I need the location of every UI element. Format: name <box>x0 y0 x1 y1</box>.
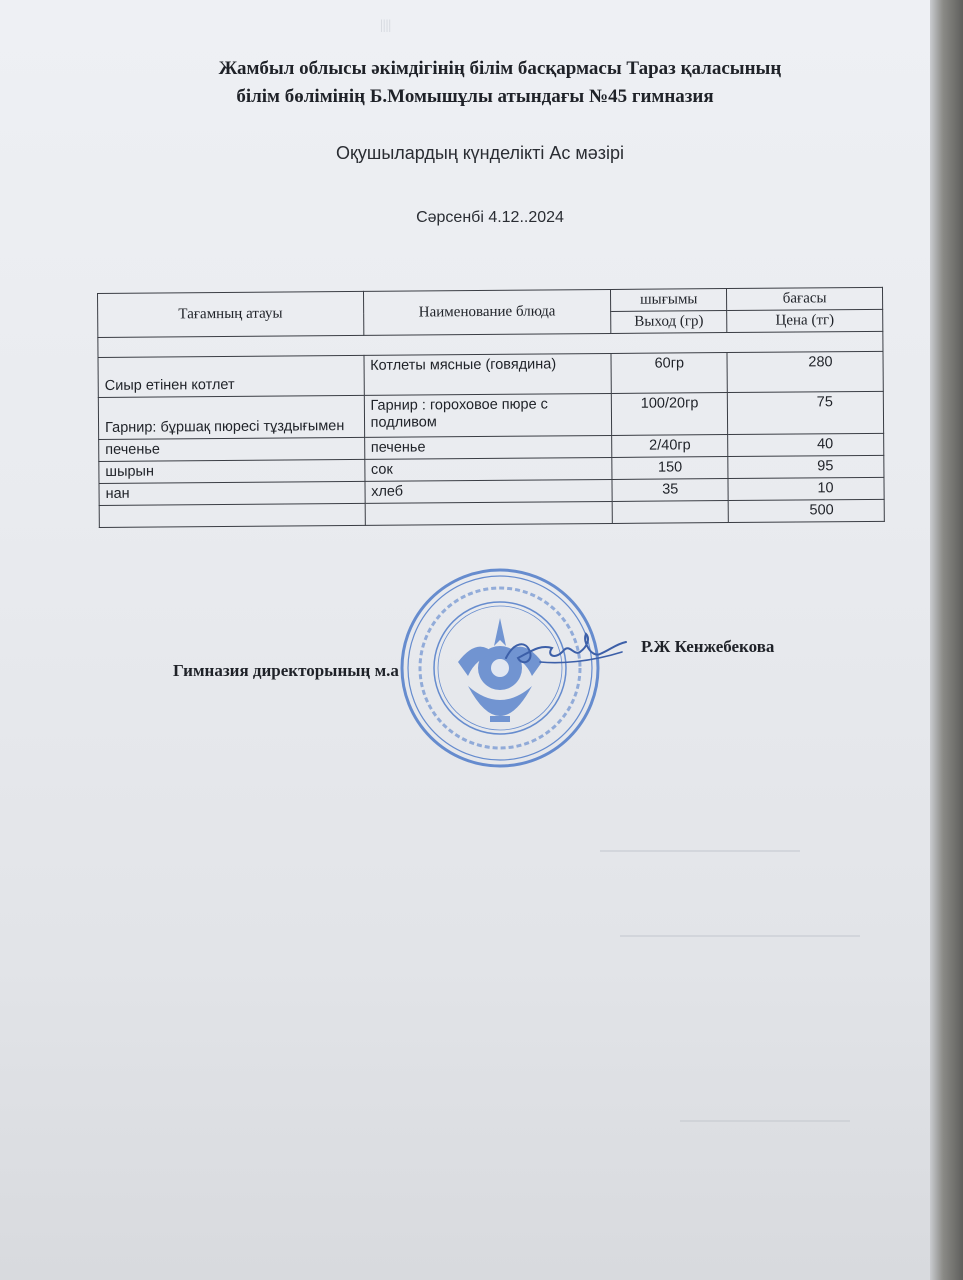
column-header-price-kz: бағасы <box>727 287 883 310</box>
dish-yield: 60гр <box>611 353 727 394</box>
dish-price: 95 <box>728 455 884 478</box>
dish-yield: 100/20гр <box>612 393 728 436</box>
dish-yield: 150 <box>612 457 728 480</box>
dish-price: 280 <box>727 351 883 392</box>
dish-name-kz: шырын <box>99 459 365 483</box>
bleed-through-mark <box>600 850 800 852</box>
dish-name-kz: Сиыр етінен котлет <box>98 355 364 397</box>
dish-yield: 35 <box>612 479 728 502</box>
dish-name-ru: сок <box>364 457 612 481</box>
column-header-yield-ru: Выход (гр) <box>611 311 727 334</box>
organization-title-line-1: Жамбыл облысы әкімдігінің білім басқармасы Тараз қаласының <box>218 58 782 79</box>
organization-title-line-2: білім бөлімінің Б.Момышұлы атындағы №45 гимназия <box>236 86 714 107</box>
dish-yield <box>612 501 728 524</box>
column-header-yield-kz: шығымы <box>611 289 727 312</box>
bleed-through-mark <box>620 935 860 937</box>
column-header-price-ru: Цена (тг) <box>727 309 883 332</box>
dish-price: 40 <box>728 433 884 456</box>
bleed-through-mark <box>680 1120 850 1122</box>
dish-name-kz <box>99 503 365 527</box>
dish-price: 10 <box>728 477 884 500</box>
director-name: Р.Ж Кенжебекова <box>641 637 775 656</box>
dish-name-ru: хлеб <box>365 479 613 503</box>
dish-price: 75 <box>727 391 883 434</box>
document-title: Оқушылардың күнделікті Ас мәзірі <box>336 143 624 163</box>
dish-name-ru: Гарнир : гороховое пюре с подливом <box>364 393 612 437</box>
dish-name-kz: печенье <box>99 437 365 461</box>
menu-date: Сәрсенбі 4.12..2024 <box>416 209 564 226</box>
dish-name-kz: Гарнир: бұршақ пюресі тұздығымен <box>98 395 364 439</box>
dish-name-ru: Котлеты мясные (говядина) <box>364 353 612 395</box>
table-row <box>98 351 883 397</box>
column-header-name-ru: Наименование блюда <box>363 289 611 335</box>
dish-name-ru <box>365 501 613 525</box>
dish-name-kz: нан <box>99 481 365 505</box>
director-position: Гимназия директорының м.а <box>173 661 399 680</box>
table-row <box>98 391 883 439</box>
handwritten-signature-icon <box>500 622 630 674</box>
menu-table <box>97 287 885 528</box>
bleed-through-mark: |||| <box>380 18 392 33</box>
column-header-name-kz: Тағамның атауы <box>98 291 364 337</box>
dish-yield: 2/40гр <box>612 435 728 458</box>
total-price: 500 <box>728 499 884 522</box>
page-edge-shadow <box>930 0 963 1280</box>
dish-name-ru: печенье <box>364 435 612 459</box>
